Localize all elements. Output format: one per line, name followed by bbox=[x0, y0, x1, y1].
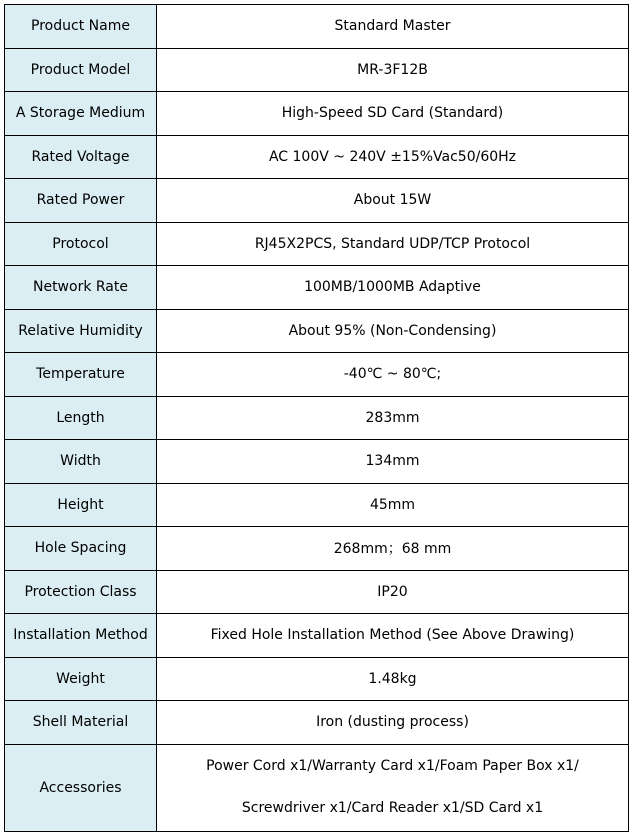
row-label: Accessories bbox=[5, 744, 157, 831]
row-label: A Storage Medium bbox=[5, 92, 157, 136]
row-label: Rated Power bbox=[5, 179, 157, 223]
table-row bbox=[5, 266, 629, 310]
row-label: Length bbox=[5, 396, 157, 440]
row-value: 134mm bbox=[157, 440, 629, 484]
row-value: Fixed Hole Installation Method (See Above Drawing) bbox=[157, 614, 629, 658]
table-row bbox=[5, 657, 629, 701]
row-value-line: Screwdriver x1/Card Reader x1/SD Card x1 bbox=[241, 800, 544, 816]
row-value: IP20 bbox=[157, 570, 629, 614]
table-row bbox=[5, 744, 629, 831]
row-label: Hole Spacing bbox=[5, 527, 157, 571]
table-row bbox=[5, 309, 629, 353]
row-label: Installation Method bbox=[5, 614, 157, 658]
row-label: Width bbox=[5, 440, 157, 484]
row-value: 1.48kg bbox=[157, 657, 629, 701]
row-label: Temperature bbox=[5, 353, 157, 397]
table-row bbox=[5, 48, 629, 92]
table-row bbox=[5, 135, 629, 179]
row-value: 268mm；68 mm bbox=[157, 527, 629, 571]
row-label: Rated Voltage bbox=[5, 135, 157, 179]
table-row bbox=[5, 527, 629, 571]
row-value: 100MB/1000MB Adaptive bbox=[157, 266, 629, 310]
table-row bbox=[5, 396, 629, 440]
row-label: Network Rate bbox=[5, 266, 157, 310]
row-value: 45mm bbox=[157, 483, 629, 527]
row-label: Protection Class bbox=[5, 570, 157, 614]
row-label: Product Name bbox=[5, 5, 157, 49]
row-value-line: Power Cord x1/Warranty Card x1/Foam Paper Box x1/ bbox=[206, 758, 579, 774]
row-label: Relative Humidity bbox=[5, 309, 157, 353]
table-row bbox=[5, 614, 629, 658]
table-row bbox=[5, 222, 629, 266]
table-row bbox=[5, 701, 629, 745]
table-row bbox=[5, 440, 629, 484]
row-label: Weight bbox=[5, 657, 157, 701]
table-row bbox=[5, 353, 629, 397]
table-row bbox=[5, 5, 629, 49]
row-value: About 95% (Non-Condensing) bbox=[157, 309, 629, 353]
table-row bbox=[5, 483, 629, 527]
table-row bbox=[5, 179, 629, 223]
row-value: MR-3F12B bbox=[157, 48, 629, 92]
row-value: Standard Master bbox=[157, 5, 629, 49]
row-value: 283mm bbox=[157, 396, 629, 440]
table-row bbox=[5, 570, 629, 614]
row-label: Protocol bbox=[5, 222, 157, 266]
row-label: Product Model bbox=[5, 48, 157, 92]
row-label: Height bbox=[5, 483, 157, 527]
row-value: AC 100V ~ 240V ±15%Vac50/60Hz bbox=[157, 135, 629, 179]
row-value: Iron (dusting process) bbox=[157, 701, 629, 745]
row-label: Shell Material bbox=[5, 701, 157, 745]
row-value: About 15W bbox=[157, 179, 629, 223]
spec-table bbox=[4, 4, 629, 832]
row-value: RJ45X2PCS, Standard UDP/TCP Protocol bbox=[157, 222, 629, 266]
row-value bbox=[157, 744, 629, 831]
table-row bbox=[5, 92, 629, 136]
row-value: High-Speed SD Card (Standard) bbox=[157, 92, 629, 136]
row-value: -40℃ ~ 80℃; bbox=[157, 353, 629, 397]
